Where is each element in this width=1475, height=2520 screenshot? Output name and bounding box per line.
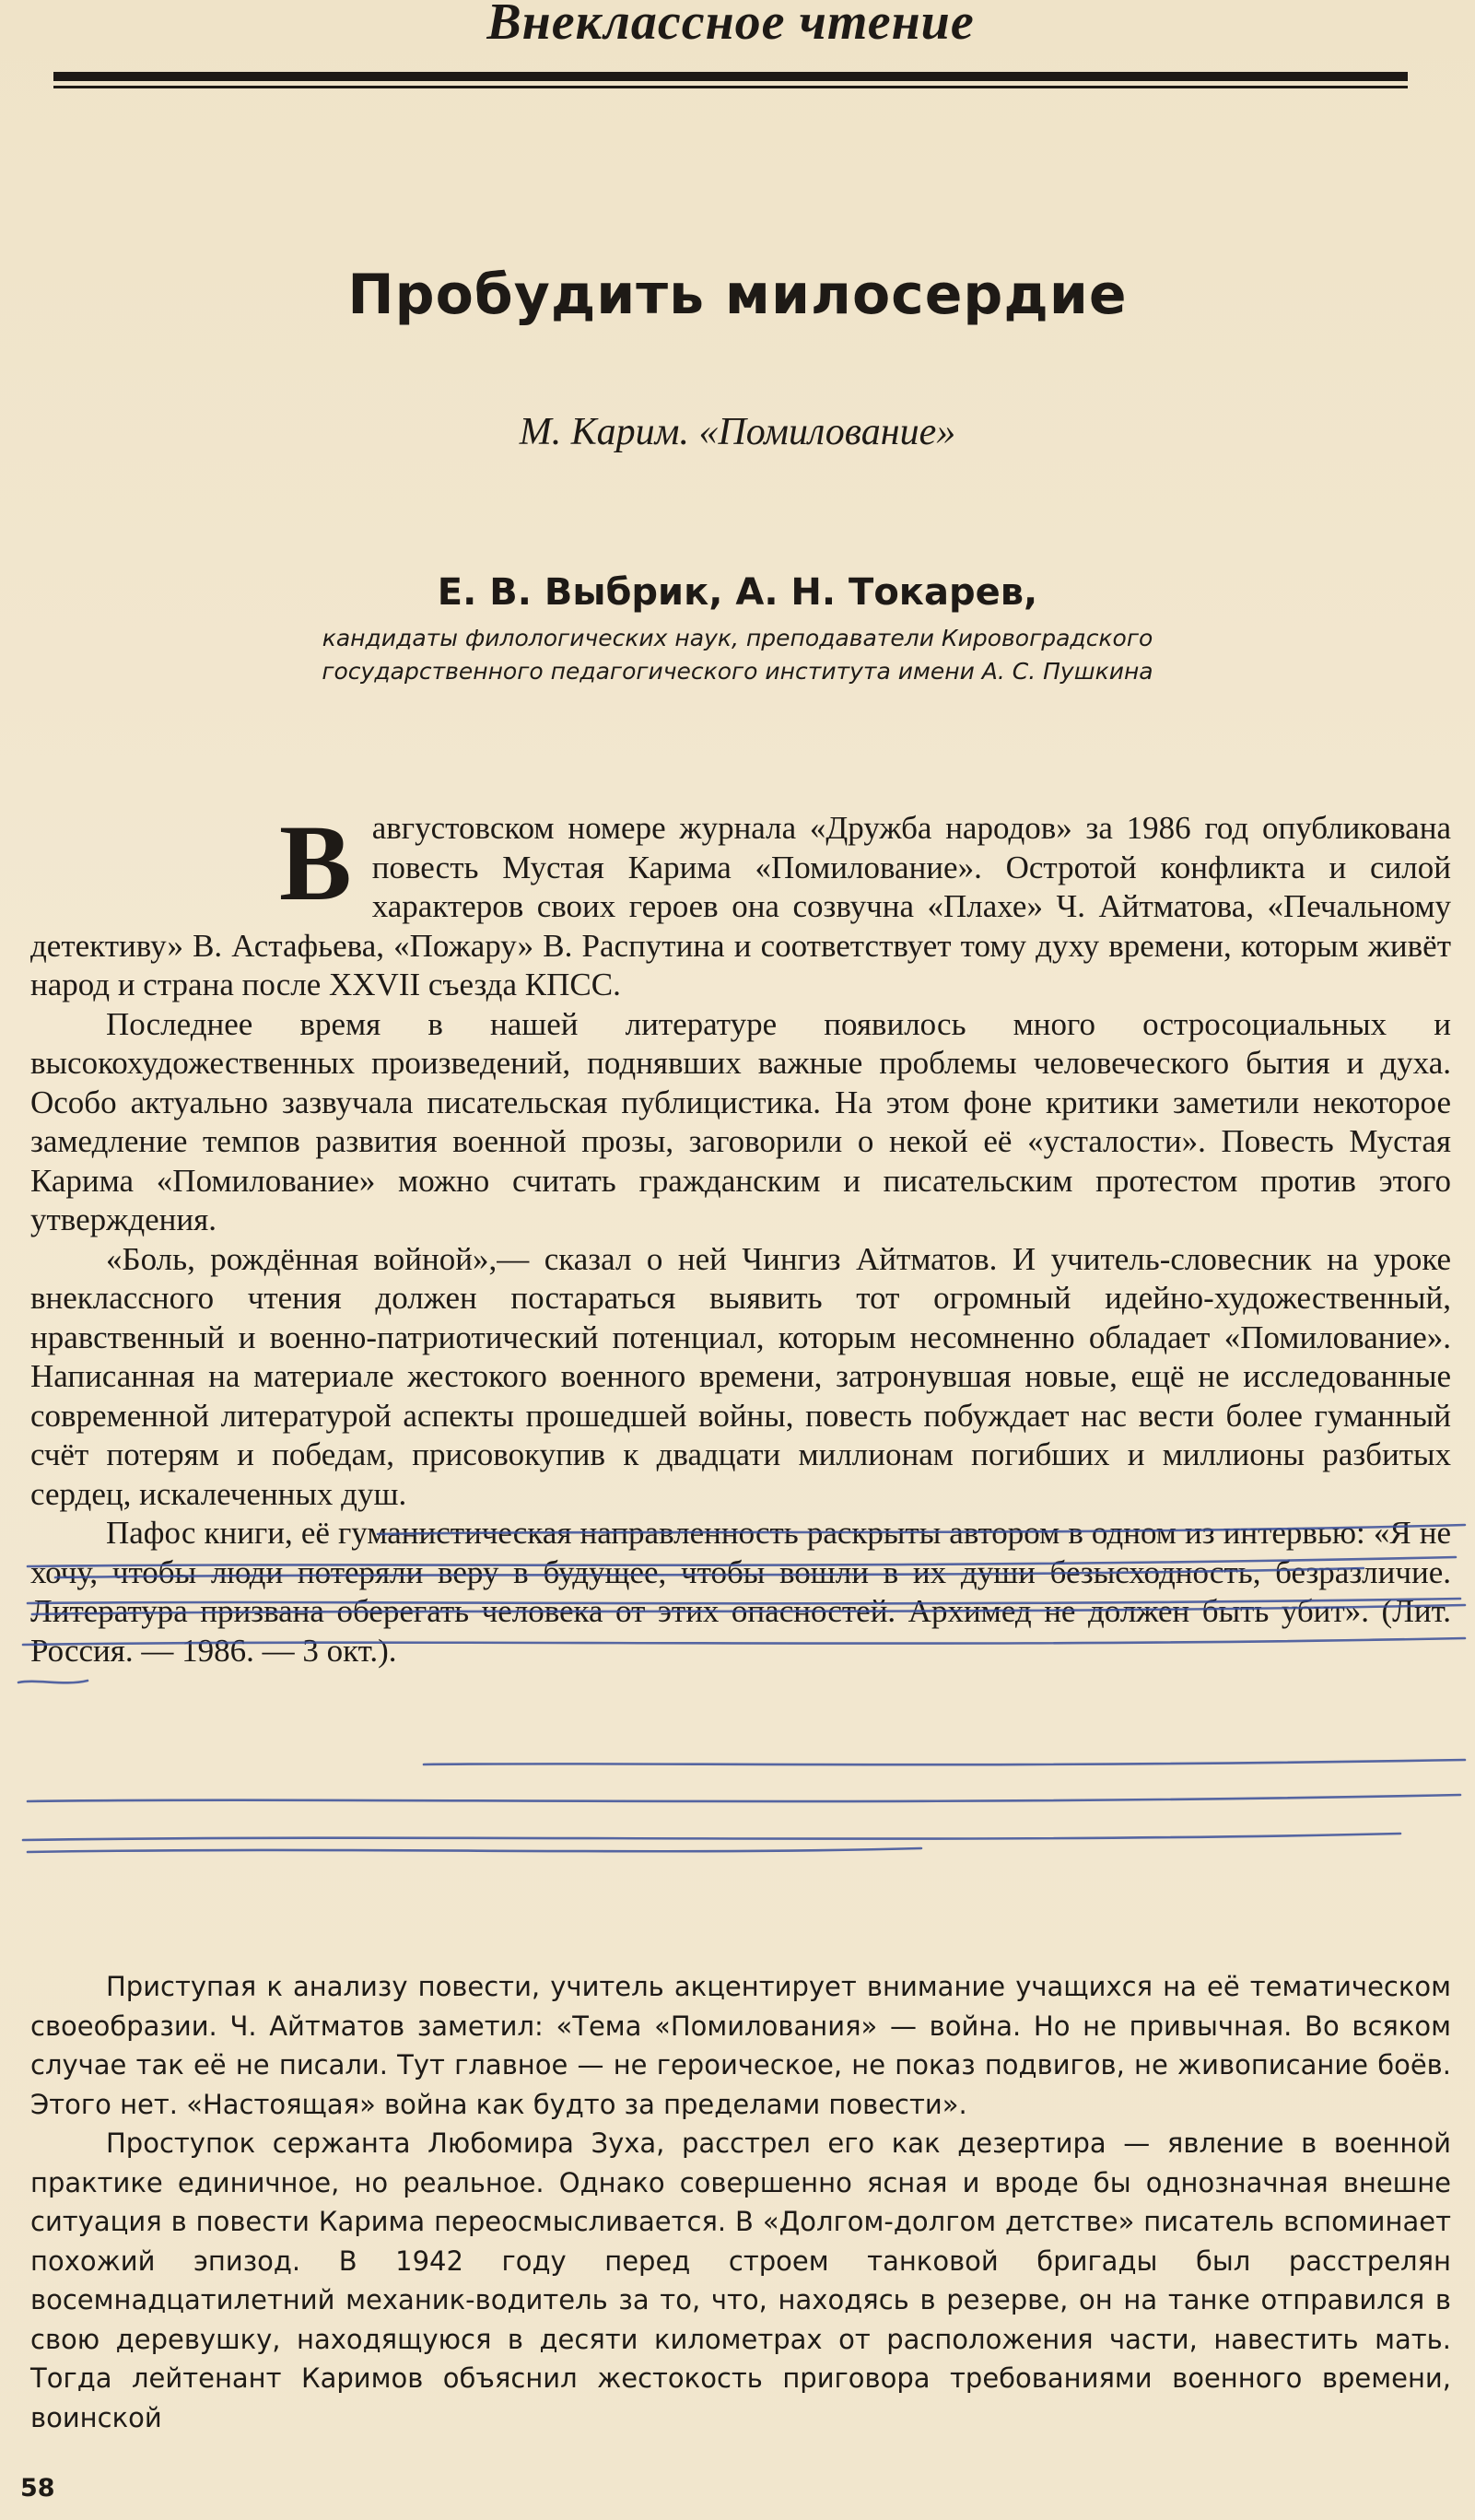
drop-cap: В <box>279 803 352 923</box>
section-header <box>53 0 1408 101</box>
article-body <box>30 803 1451 1670</box>
analysis-paragraph: Приступая к анализу повести, учитель акцентирует внимание учащихся на её тематическом своеобразии. Ч. Айтматов заметил: «Тема «Помилования» — война. Но не привычная. Во всяком случае так её не писали. Тут главное — не героическое, не показ подвигов, не живописание боёв. Этого нет. «Настоящая» война как будто за пределами повести». <box>30 1971 1451 2120</box>
pen-underline <box>28 1795 1460 1801</box>
section-rubric: Внеклассное чтение <box>486 0 975 51</box>
header-rule-thick <box>53 72 1408 81</box>
analysis-paragraph: Проступок сержанта Любомира Зуха, расстрел его как дезертира — явление в военной практике единичное, но реальное. Однако совершенно ясная и вроде бы однозначная внешне ситуация в повести Карима переосмысливается. В «Долгом-долгом детстве» писатель вспоминает похожий эпизод. В 1942 году перед строем танковой бригады был расстрелян восемнадцатилетний механик-водитель за то, что, находясь в резерве, он на танке отправился в свою деревушку, находящуюся в десяти километрах от расположения части, навестить мать. Тогда лейтенант Каримов объяснил жестокость приговора требованиями военного времени, воинской <box>30 2127 1451 2433</box>
body-paragraph: Пафос книги, её гуманистическая направленность раскрыты автором в одном из интервью: «Я не хочу, чтобы люди потеряли веру в будущее, чтобы вошли в их души безысходность, безразличие. Литература призвана оберегать человека от этих опасностей. Архимед не должен быть убит». (Лит. Россия. — 1986. — 3 окт.). <box>30 1515 1451 1669</box>
body-paragraph: «Боль, рождённая войной»,— сказал о ней Чингиз Айтматов. И учитель-словесник на уроке внеклассного чтения должен постараться выявить тот огромный идейно-художественный, нравственный и военно-патриотический потенциал, которым несомненно обладает «Помилование». Написанная на материале жестокого военного времени, затронувшая новые, ещё не исследованные современной литературой аспекты прошедшей войны, повесть побуждает нас вести более гуманный счёт потерям и победам, присовокупив к двадцати миллионам погибших и миллионы разбитых сердец, искалеченных душ. <box>30 1240 1451 1512</box>
analysis-body <box>30 1967 1451 2437</box>
article-subtitle: М. Карим. «Помилование» <box>519 411 956 453</box>
credentials-line: кандидаты филологических наук, преподаватели Кировоградского <box>322 625 1153 651</box>
author-credentials <box>0 622 1475 688</box>
body-paragraph: Последнее время в нашей литературе появилось много остросоциальных и высокохудожественных произведений, поднявших важные проблемы человеческого бытия и духа. Особо актуально зазвучала писательская публицистика. На этом фоне критики заметили некоторое замедление темпов развития военной прозы, заговорили о некой её «усталости». Повесть Мустая Карима «Помилование» можно считать гражданским и писательским протестом против этого утверждения. <box>30 1005 1451 1237</box>
body-paragraph <box>30 803 1451 1005</box>
pen-underline <box>424 1760 1465 1764</box>
paragraph-text: августовском номере журнала «Дружба народов» за 1986 год опубликована повесть Мустая Карима «Помилование». Остротой конфликта и силой характеров своих героев она созвучна «Плахе» Ч. Айтматова, «Печальному детективу» В. Астафьева, «Пожару» В. Распутина и соответствует тому духу времени, которым живёт народ и страна после XXVII съезда КПСС. <box>30 810 1451 1002</box>
credentials-line: государственного педагогического института имени А. С. Пушкина <box>322 658 1153 685</box>
pen-underline <box>28 1848 921 1852</box>
article-title: Пробудить милосердие <box>347 263 1128 327</box>
header-rule-thin <box>53 86 1408 88</box>
article-authors: Е. В. Выбрик, А. Н. Токарев, <box>437 571 1038 614</box>
pen-underline <box>23 1834 1400 1840</box>
page-number: 58 <box>20 2474 55 2502</box>
pen-underline <box>18 1681 88 1682</box>
